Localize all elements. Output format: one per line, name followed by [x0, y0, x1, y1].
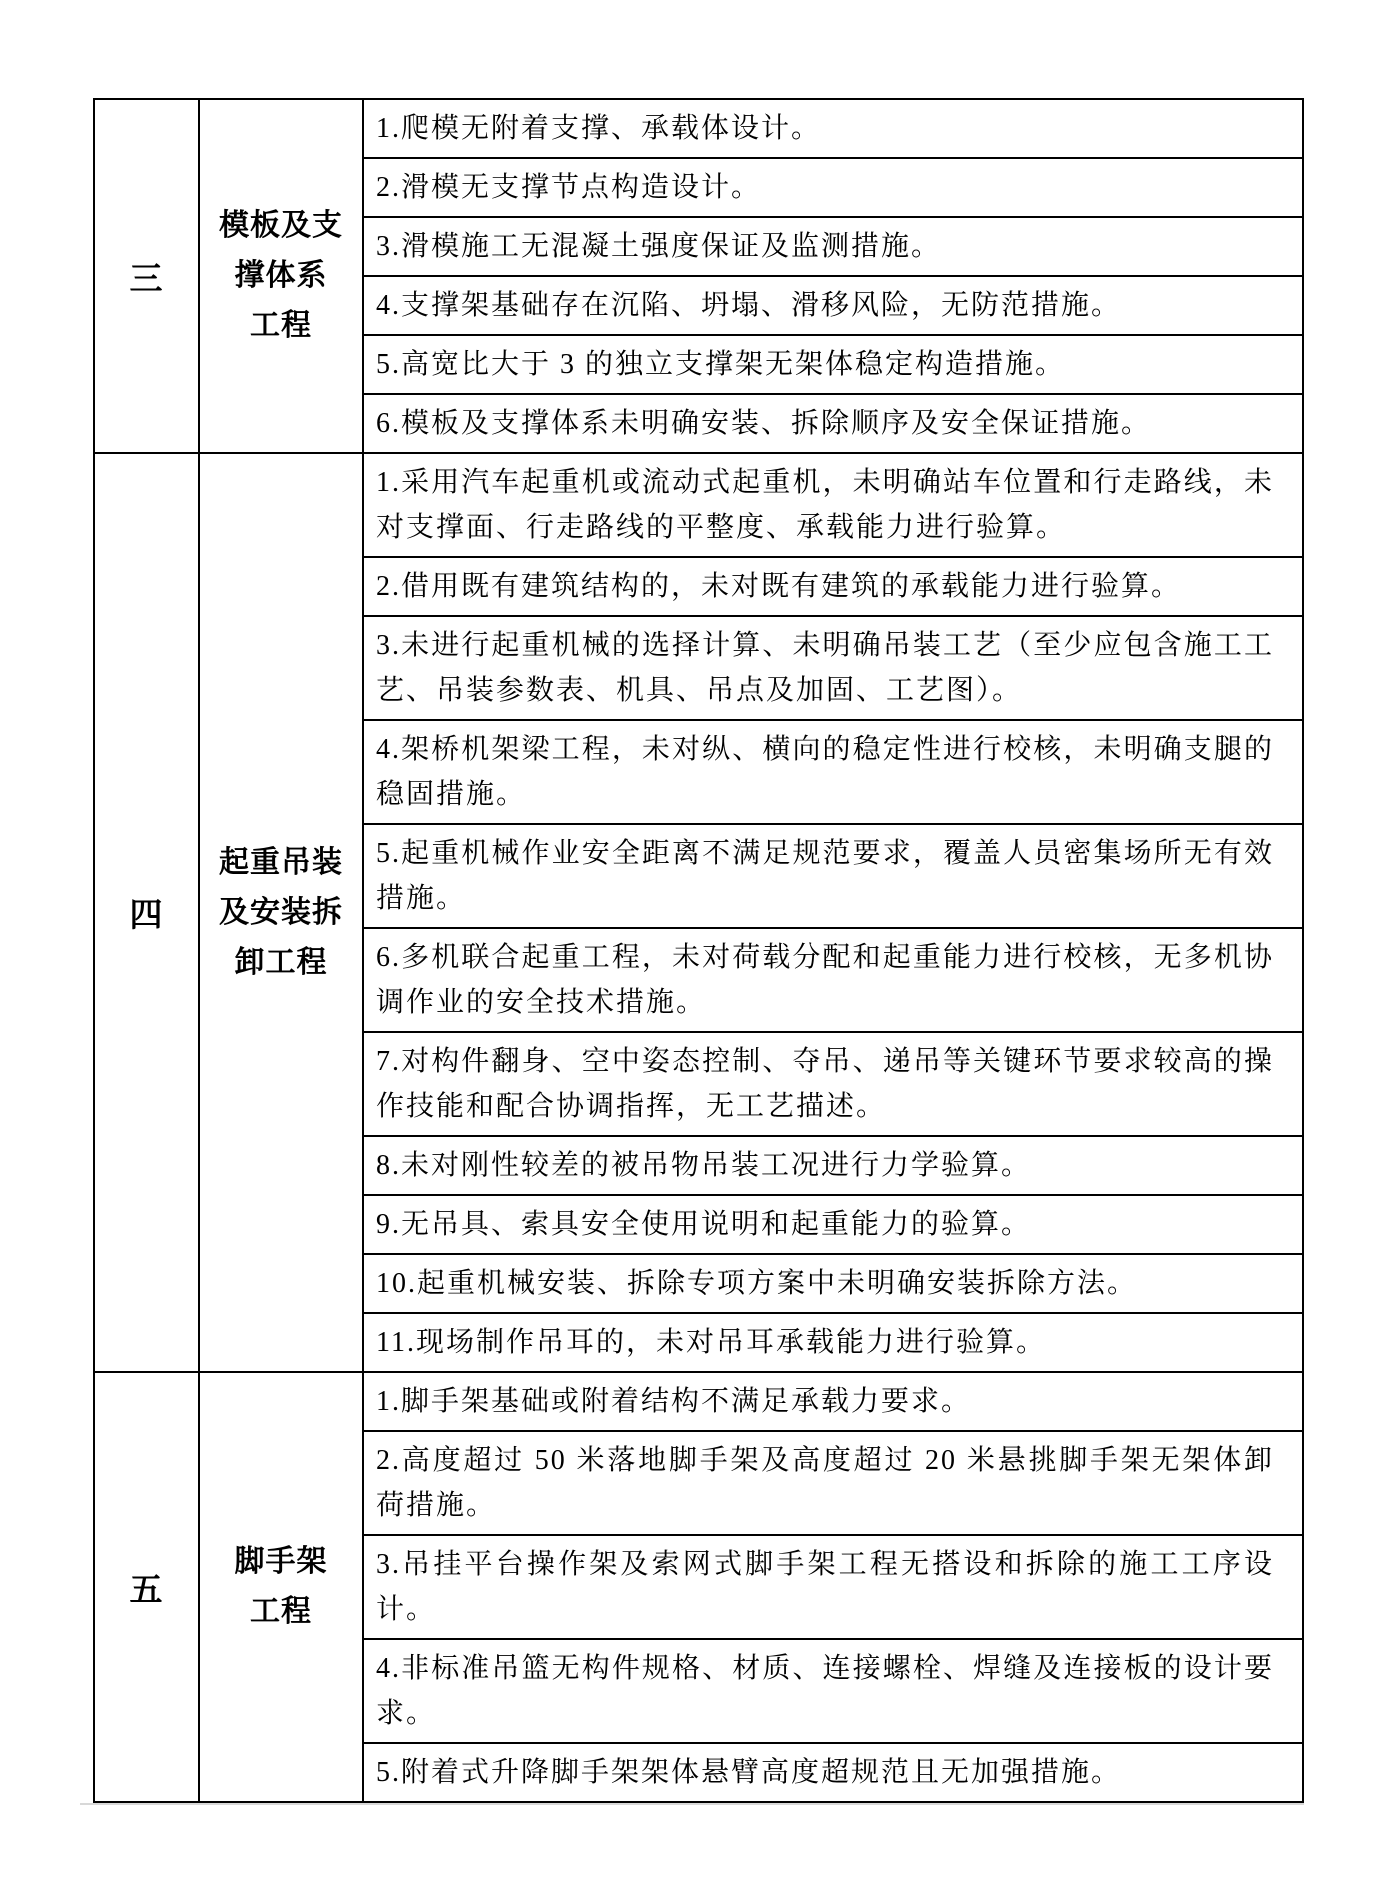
table-row	[94, 453, 1303, 557]
section-category-cell	[199, 99, 363, 453]
risk-item-cell: 10.起重机械安装、拆除专项方案中未明确安装拆除方法。	[363, 1254, 1303, 1313]
table-row	[94, 99, 1303, 158]
section-category-cell	[199, 453, 363, 1372]
section-category-line: 模板及支	[219, 209, 343, 242]
risk-item-cell: 5.高宽比大于 3 的独立支撑架无架体稳定构造措施。	[363, 335, 1303, 394]
section-category-line: 起重吊装	[219, 845, 343, 879]
section-number-cell: 五	[94, 1372, 199, 1802]
risk-item-cell: 7.对构件翻身、空中姿态控制、夺吊、递吊等关键环节要求较高的操作技能和配合协调指挥，无工艺描述。	[363, 1032, 1303, 1136]
section-category-line: 及安装拆	[219, 895, 343, 929]
risk-item-cell: 3.滑模施工无混凝土强度保证及监测措施。	[363, 217, 1303, 276]
risk-item-cell: 1.爬模无附着支撑、承载体设计。	[363, 99, 1303, 158]
risk-item-cell: 4.支撑架基础存在沉陷、坍塌、滑移风险，无防范措施。	[363, 276, 1303, 335]
section-category-line: 撑体系	[234, 259, 328, 292]
risk-item-cell: 6.多机联合起重工程，未对荷载分配和起重能力进行校核，无多机协调作业的安全技术措施。	[363, 928, 1303, 1032]
section-category-line: 卸工程	[234, 945, 328, 979]
risk-item-cell: 4.架桥机架梁工程，未对纵、横向的稳定性进行校核，未明确支腿的稳固措施。	[363, 720, 1303, 824]
scan-artifact-line	[80, 1803, 1304, 1805]
risk-item-cell: 2.借用既有建筑结构的，未对既有建筑的承载能力进行验算。	[363, 557, 1303, 616]
risk-item-cell: 11.现场制作吊耳的，未对吊耳承载能力进行验算。	[363, 1313, 1303, 1372]
risk-item-cell: 5.起重机械作业安全距离不满足规范要求，覆盖人员密集场所无有效措施。	[363, 824, 1303, 928]
risk-item-cell: 2.滑模无支撑节点构造设计。	[363, 158, 1303, 217]
section-category-line: 工程	[250, 309, 312, 342]
section-category-cell	[199, 1372, 363, 1802]
risk-item-cell: 9.无吊具、索具安全使用说明和起重能力的验算。	[363, 1195, 1303, 1254]
risk-item-cell: 5.附着式升降脚手架架体悬臂高度超规范且无加强措施。	[363, 1743, 1303, 1802]
risk-item-cell: 1.脚手架基础或附着结构不满足承载力要求。	[363, 1372, 1303, 1431]
section-number-cell: 三	[94, 99, 199, 453]
spec-table-body	[94, 99, 1303, 1802]
risk-item-cell: 6.模板及支撑体系未明确安装、拆除顺序及安全保证措施。	[363, 394, 1303, 453]
table-row	[94, 1372, 1303, 1431]
section-category-line: 工程	[250, 1595, 312, 1628]
risk-item-cell: 4.非标准吊篮无构件规格、材质、连接螺栓、焊缝及连接板的设计要求。	[363, 1639, 1303, 1743]
risk-item-cell: 2.高度超过 50 米落地脚手架及高度超过 20 米悬挑脚手架无架体卸荷措施。	[363, 1431, 1303, 1535]
risk-item-cell: 3.未进行起重机械的选择计算、未明确吊装工艺（至少应包含施工工艺、吊装参数表、机具、吊点及加固、工艺图）。	[363, 616, 1303, 720]
risk-item-cell: 8.未对刚性较差的被吊物吊装工况进行力学验算。	[363, 1136, 1303, 1195]
risk-spec-table	[93, 98, 1304, 1803]
risk-item-cell: 3.吊挂平台操作架及索网式脚手架工程无搭设和拆除的施工工序设计。	[363, 1535, 1303, 1639]
section-number-cell: 四	[94, 453, 199, 1372]
risk-item-cell: 1.采用汽车起重机或流动式起重机，未明确站车位置和行走路线，未对支撑面、行走路线的平整度、承载能力进行验算。	[363, 453, 1303, 557]
section-category-line: 脚手架	[234, 1545, 328, 1578]
